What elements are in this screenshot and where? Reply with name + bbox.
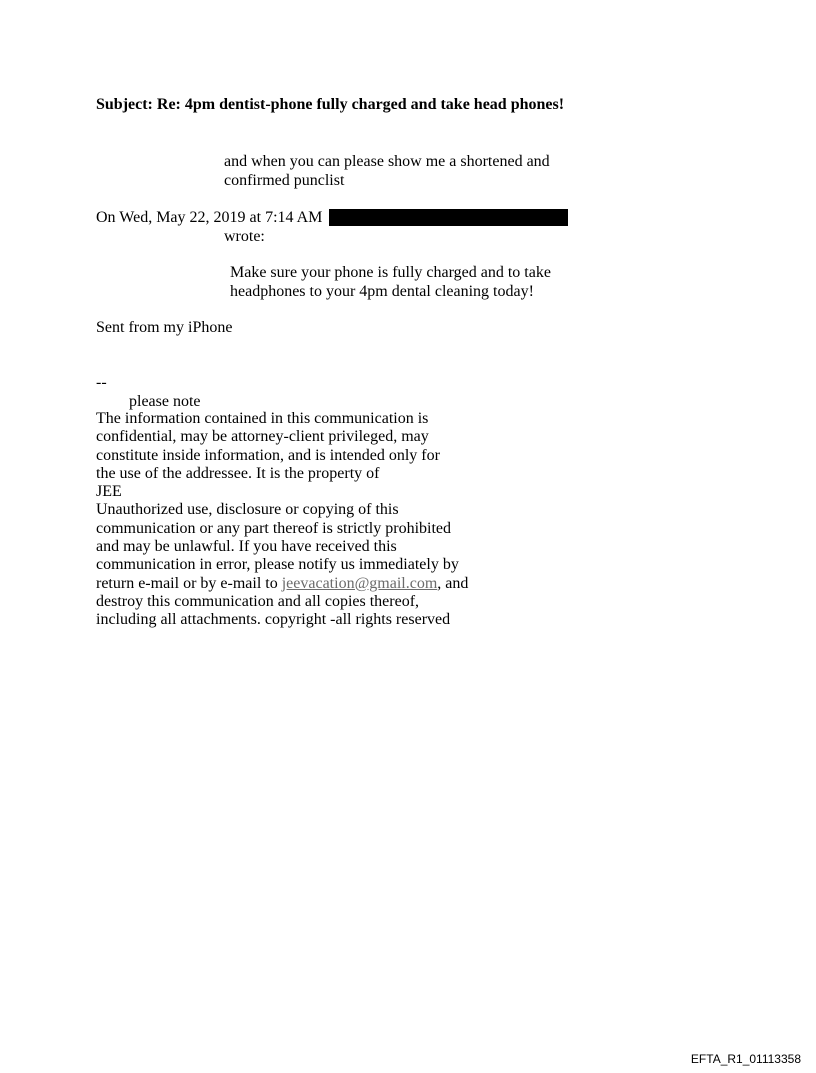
disclaimer-line: communication in error, please notify us immediately by	[96, 556, 459, 574]
disclaimer-line: destroy this communication and all copies thereof,	[96, 592, 420, 610]
disclaimer-line: Unauthorized use, disclosure or copying of this	[96, 501, 399, 519]
sent-from-line: Sent from my iPhone	[96, 319, 233, 336]
disclaimer-line: The information contained in this communication is	[96, 410, 429, 427]
quote-wrote: wrote:	[224, 228, 265, 245]
disclaimer-line: including all attachments. copyright -all rights reserved	[96, 611, 451, 629]
quoted-message	[230, 263, 570, 301]
confidentiality-disclaimer	[96, 410, 476, 630]
quoted-line: Make sure your phone is fully charged and to take	[230, 264, 551, 281]
email-link[interactable]: jeevacation@gmail.com	[281, 574, 438, 592]
quoted-line: headphones to your 4pm dental cleaning today!	[230, 283, 534, 300]
signature-separator: --	[96, 374, 107, 391]
document-id: EFTA_R1_01113358	[690, 1052, 801, 1066]
disclaimer-line: constitute inside information, and is intended only for	[96, 446, 440, 464]
reply-body	[224, 152, 584, 190]
disclaimer-line: confidential, may be attorney-client privileged, may	[96, 428, 429, 446]
reply-line: confirmed punclist	[224, 172, 345, 189]
quote-attribution: On Wed, May 22, 2019 at 7:14 AM	[96, 209, 323, 226]
return-suffix: , and	[437, 574, 469, 592]
disclaimer-line: communication or any part thereof is strictly prohibited	[96, 519, 452, 537]
redaction-block	[329, 209, 568, 226]
reply-line: and when you can please show me a shortened and	[224, 153, 550, 170]
disclaimer-line: and may be unlawful. If you have received this	[96, 538, 397, 556]
return-prefix: return e-mail or by e-mail to	[96, 574, 282, 592]
please-note-label: please note	[129, 393, 201, 410]
disclaimer-line: JEE	[96, 483, 122, 501]
email-subject: Subject: Re: 4pm dentist-phone fully charged and take head phones!	[96, 96, 565, 113]
disclaimer-line: the use of the addressee. It is the property of	[96, 464, 380, 482]
disclaimer-line-with-link	[96, 575, 476, 593]
